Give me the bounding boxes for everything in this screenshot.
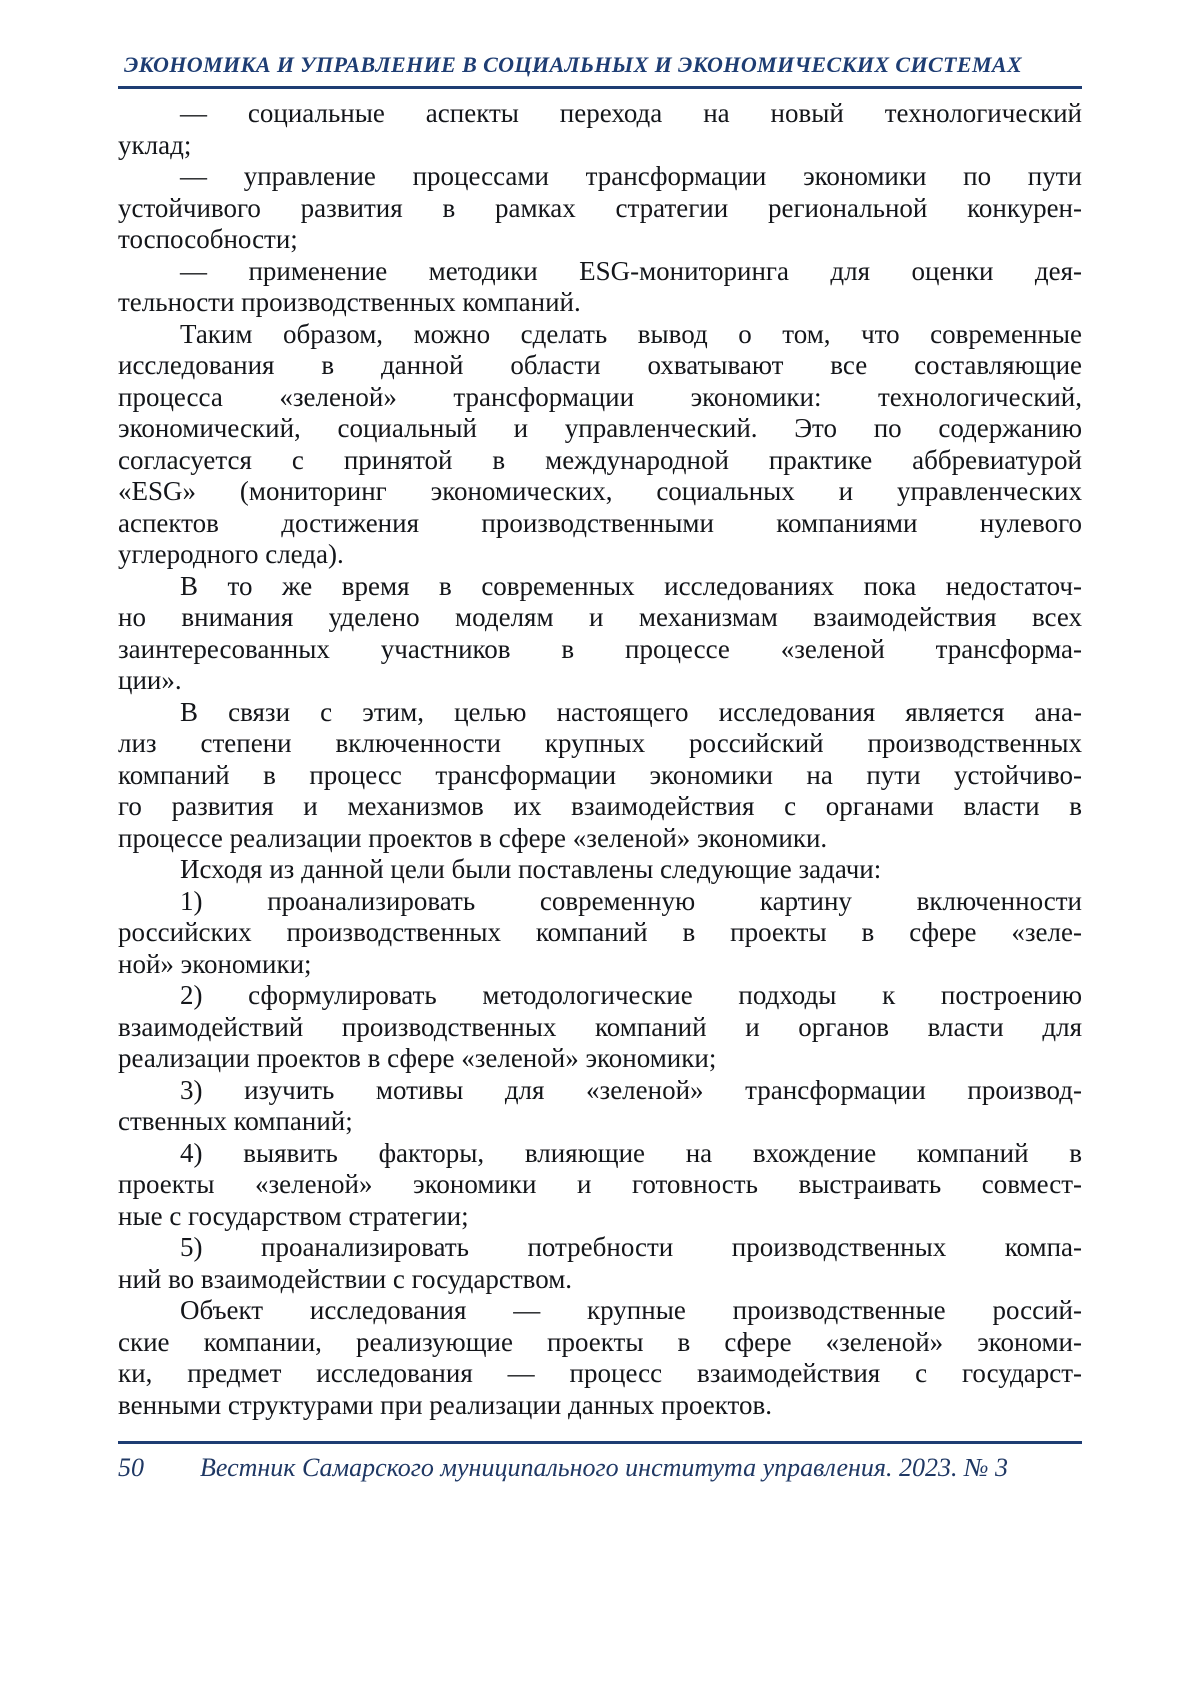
text-line: 4) выявить факторы, влияющие на вхождение компаний в [180, 1137, 1082, 1168]
text-line: Таким образом, можно сделать вывод о том, что современные [180, 318, 1082, 349]
text-line: 2) сформулировать методологические подходы к построению [180, 980, 1082, 1010]
text-line: устойчивого развития в рамках стратегии региональной конкурен- [118, 192, 1082, 223]
header-rule [118, 86, 1082, 89]
text-line: углеродного следа). [118, 539, 344, 569]
text-line: процессе реализации проектов в сфере «зеленой» экономики. [118, 822, 828, 853]
paragraph [118, 1232, 1082, 1295]
text-line: российских производственных компаний в проекты в сфере «зеле- [118, 917, 1082, 947]
text-line: лиз степени включенности крупных российский производственных [118, 728, 1082, 758]
paragraph [118, 980, 1082, 1075]
paragraph [118, 256, 1082, 319]
running-head: ЭКОНОМИКА И УПРАВЛЕНИЕ В СОЦИАЛЬНЫХ И ЭКОНОМИЧЕСКИХ СИСТЕМАХ [124, 52, 1023, 77]
text-line: компаний в процесс трансформации экономики на пути устойчиво- [118, 759, 1082, 790]
text-line: экономический, социальный и управленческий. Это по содержанию [118, 413, 1082, 443]
paragraph [118, 697, 1082, 855]
paragraph [118, 1075, 1082, 1138]
article-body [118, 98, 1082, 1421]
footer-row [118, 1453, 1082, 1483]
text-line: ции». [118, 665, 182, 695]
text-line: ний во взаимодействии с государством. [118, 1263, 573, 1294]
text-line: 3) изучить мотивы для «зеленой» трансформации производ- [180, 1074, 1082, 1105]
text-line: взаимодействий производственных компаний и органов власти для [118, 1011, 1082, 1042]
text-line: венными структурами при реализации данных проектов. [118, 1389, 772, 1420]
text-line: — применение методики ESG-мониторинга для оценки дея- [180, 255, 1082, 286]
text-line: — управление процессами трансформации экономики по пути [180, 161, 1082, 191]
journal-title: Вестник Самарского муниципального института управления. 2023. № 3 [200, 1453, 1008, 1482]
text-line: заинтересованных участников в процессе «зеленой трансформа- [118, 633, 1082, 664]
text-line: В связи с этим, целью настоящего исследования является ана- [180, 696, 1082, 727]
page-header [118, 52, 1082, 89]
text-line: ные с государством стратегии; [118, 1200, 469, 1231]
paragraph [118, 571, 1082, 697]
text-line: тоспособности; [118, 224, 298, 254]
text-line: согласуется с принятой в международной практике аббревиатурой [118, 444, 1082, 475]
paragraph [118, 319, 1082, 571]
text-line: ские компании, реализующие проекты в сфере «зеленой» экономи- [118, 1326, 1082, 1357]
text-line: 1) проанализировать современную картину включенности [180, 885, 1082, 916]
text-line: уклад; [118, 129, 192, 160]
paragraph [118, 1138, 1082, 1233]
text-line: В то же время в современных исследованиях пока недостаточ- [180, 570, 1082, 601]
text-line: — социальные аспекты перехода на новый технологический [180, 98, 1082, 128]
text-line: го развития и механизмов их взаимодействия с органами власти в [118, 791, 1082, 821]
paragraph [118, 98, 1082, 161]
paragraph [118, 161, 1082, 256]
text-line: аспектов достижения производственными компаниями нулевого [118, 507, 1082, 538]
paragraph [118, 854, 1082, 886]
text-line: 5) проанализировать потребности производственных компа- [180, 1232, 1082, 1262]
text-line: ной» экономики; [118, 948, 312, 979]
text-line: Исходя из данной цели были поставлены следующие задачи: [180, 854, 882, 884]
page-number: 50 [118, 1453, 144, 1482]
text-line: ки, предмет исследования — процесс взаимодействия с государст- [118, 1358, 1082, 1388]
paragraph [118, 886, 1082, 981]
text-line: реализации проектов в сфере «зеленой» экономики; [118, 1043, 717, 1073]
text-line: но внимания уделено моделям и механизмам взаимодействия всех [118, 602, 1082, 632]
footer-rule [118, 1441, 1082, 1444]
text-line: Объект исследования — крупные производственные россий- [180, 1295, 1082, 1325]
text-line: ственных компаний; [118, 1106, 353, 1136]
paragraph [118, 1295, 1082, 1421]
text-line: процесса «зеленой» трансформации экономики: технологический, [118, 381, 1082, 412]
text-line: проекты «зеленой» экономики и готовность выстраивать совмест- [118, 1169, 1082, 1199]
text-line: тельности производственных компаний. [118, 287, 581, 317]
text-line: исследования в данной области охватывают все составляющие [118, 350, 1082, 380]
page-footer [118, 1441, 1082, 1483]
text-line: «ESG» (мониторинг экономических, социальных и управленческих [118, 476, 1082, 506]
